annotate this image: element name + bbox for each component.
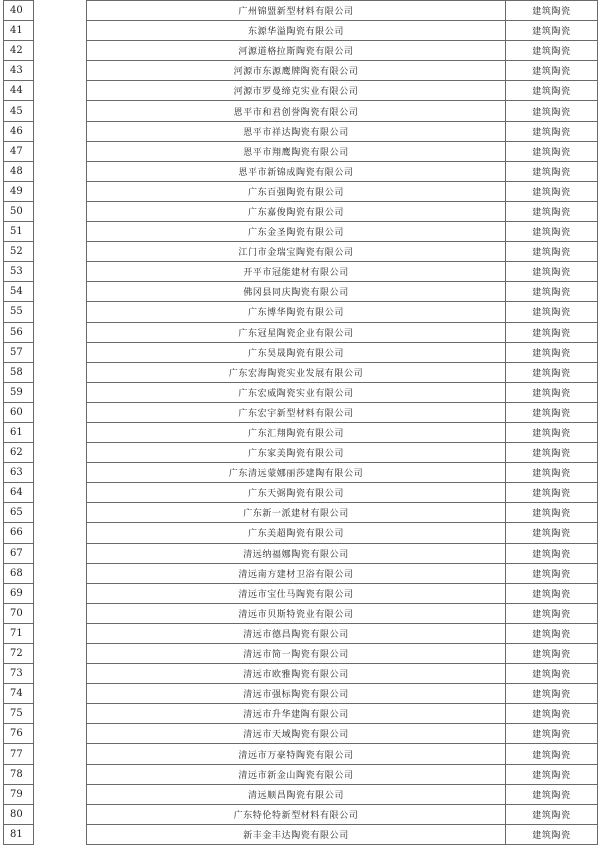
company-name-cell: 新丰金丰达陶瓷有限公司 <box>87 824 506 844</box>
merged-region-cell <box>34 222 87 242</box>
table-row <box>4 764 598 784</box>
merged-region-cell <box>34 764 87 784</box>
table-row <box>4 402 598 422</box>
company-name-cell: 恩平市新锦成陶瓷有限公司 <box>87 161 506 181</box>
company-name-cell: 广东博华陶瓷有限公司 <box>87 302 506 322</box>
company-name-cell: 广东金圣陶瓷有限公司 <box>87 222 506 242</box>
company-name-cell: 广东冠星陶瓷企业有限公司 <box>87 322 506 342</box>
company-name-cell: 清远市升华建陶有限公司 <box>87 704 506 724</box>
table-row <box>4 523 598 543</box>
merged-region-cell <box>34 583 87 603</box>
table-row <box>4 443 598 463</box>
company-name-cell: 清远市万豪特陶瓷有限公司 <box>87 744 506 764</box>
merged-region-cell <box>34 623 87 643</box>
row-number: 76 <box>4 724 34 744</box>
company-name-cell: 广东美超陶瓷有限公司 <box>87 523 506 543</box>
row-number: 42 <box>4 41 34 61</box>
row-number: 71 <box>4 623 34 643</box>
category-cell: 建筑陶瓷 <box>506 181 598 201</box>
merged-region-cell <box>34 503 87 523</box>
row-number: 73 <box>4 664 34 684</box>
merged-region-cell <box>34 804 87 824</box>
category-cell: 建筑陶瓷 <box>506 262 598 282</box>
category-cell: 建筑陶瓷 <box>506 704 598 724</box>
category-cell: 建筑陶瓷 <box>506 242 598 262</box>
category-cell: 建筑陶瓷 <box>506 21 598 41</box>
row-number: 43 <box>4 61 34 81</box>
category-cell: 建筑陶瓷 <box>506 422 598 442</box>
category-cell: 建筑陶瓷 <box>506 201 598 221</box>
merged-region-cell <box>34 262 87 282</box>
merged-region-cell <box>34 664 87 684</box>
table-row <box>4 684 598 704</box>
row-number: 48 <box>4 161 34 181</box>
merged-region-cell <box>34 684 87 704</box>
company-name-cell: 清远市强标陶瓷有限公司 <box>87 684 506 704</box>
company-name-cell: 清远南方建材卫浴有限公司 <box>87 563 506 583</box>
table-row <box>4 161 598 181</box>
company-name-cell: 广东特伦特新型材料有限公司 <box>87 804 506 824</box>
row-number: 74 <box>4 684 34 704</box>
row-number: 75 <box>4 704 34 724</box>
table-row <box>4 724 598 744</box>
company-name-cell: 清远市简一陶瓷有限公司 <box>87 644 506 664</box>
merged-region-cell <box>34 121 87 141</box>
category-cell: 建筑陶瓷 <box>506 342 598 362</box>
category-cell: 建筑陶瓷 <box>506 824 598 844</box>
row-number: 40 <box>4 1 34 21</box>
table-row <box>4 483 598 503</box>
table-row <box>4 603 598 623</box>
merged-region-cell <box>34 181 87 201</box>
row-number: 72 <box>4 644 34 664</box>
category-cell: 建筑陶瓷 <box>506 804 598 824</box>
merged-region-cell <box>34 342 87 362</box>
row-number: 46 <box>4 121 34 141</box>
row-number: 61 <box>4 422 34 442</box>
table-row <box>4 61 598 81</box>
table-row <box>4 1 598 21</box>
merged-region-cell <box>34 322 87 342</box>
table-row <box>4 422 598 442</box>
row-number: 57 <box>4 342 34 362</box>
category-cell: 建筑陶瓷 <box>506 61 598 81</box>
company-name-cell: 广东宏宇新型材料有限公司 <box>87 402 506 422</box>
merged-region-cell <box>34 523 87 543</box>
table-row <box>4 101 598 121</box>
category-cell: 建筑陶瓷 <box>506 483 598 503</box>
category-cell: 建筑陶瓷 <box>506 141 598 161</box>
table-row <box>4 41 598 61</box>
merged-region-cell <box>34 543 87 563</box>
table-row <box>4 121 598 141</box>
table-row <box>4 201 598 221</box>
table-row <box>4 282 598 302</box>
category-cell: 建筑陶瓷 <box>506 1 598 21</box>
company-name-cell: 广东百强陶瓷有限公司 <box>87 181 506 201</box>
category-cell: 建筑陶瓷 <box>506 362 598 382</box>
category-cell: 建筑陶瓷 <box>506 644 598 664</box>
company-name-cell: 河源市罗曼缔克实业有限公司 <box>87 81 506 101</box>
merged-region-cell <box>34 201 87 221</box>
company-name-cell: 清远市贝斯特瓷业有限公司 <box>87 603 506 623</box>
table-row <box>4 463 598 483</box>
row-number: 41 <box>4 21 34 41</box>
table-row <box>4 362 598 382</box>
row-number: 70 <box>4 603 34 623</box>
merged-region-cell <box>34 242 87 262</box>
table-row <box>4 302 598 322</box>
row-number: 63 <box>4 463 34 483</box>
merged-region-cell <box>34 483 87 503</box>
category-cell: 建筑陶瓷 <box>506 81 598 101</box>
company-name-cell: 清远市欧雅陶瓷有限公司 <box>87 664 506 684</box>
row-number: 56 <box>4 322 34 342</box>
category-cell: 建筑陶瓷 <box>506 684 598 704</box>
merged-region-cell <box>34 463 87 483</box>
category-cell: 建筑陶瓷 <box>506 41 598 61</box>
row-number: 81 <box>4 824 34 844</box>
row-number: 66 <box>4 523 34 543</box>
row-number: 53 <box>4 262 34 282</box>
merged-region-cell <box>34 282 87 302</box>
category-cell: 建筑陶瓷 <box>506 222 598 242</box>
row-number: 65 <box>4 503 34 523</box>
category-cell: 建筑陶瓷 <box>506 302 598 322</box>
table-row <box>4 623 598 643</box>
category-cell: 建筑陶瓷 <box>506 784 598 804</box>
merged-region-cell <box>34 724 87 744</box>
table-row <box>4 543 598 563</box>
category-cell: 建筑陶瓷 <box>506 583 598 603</box>
row-number: 68 <box>4 563 34 583</box>
merged-region-cell <box>34 563 87 583</box>
table-row <box>4 744 598 764</box>
category-cell: 建筑陶瓷 <box>506 764 598 784</box>
row-number: 49 <box>4 181 34 201</box>
company-name-cell: 清远纳福娜陶瓷有限公司 <box>87 543 506 563</box>
category-cell: 建筑陶瓷 <box>506 744 598 764</box>
table-row <box>4 222 598 242</box>
row-number: 59 <box>4 382 34 402</box>
category-cell: 建筑陶瓷 <box>506 282 598 302</box>
row-number: 77 <box>4 744 34 764</box>
merged-region-cell <box>34 402 87 422</box>
merged-region-cell <box>34 101 87 121</box>
company-name-cell: 恩平市祥达陶瓷有限公司 <box>87 121 506 141</box>
merged-region-cell <box>34 422 87 442</box>
company-name-cell: 广东嘉俊陶瓷有限公司 <box>87 201 506 221</box>
company-name-cell: 广州锦盟新型材料有限公司 <box>87 1 506 21</box>
row-number: 62 <box>4 443 34 463</box>
company-name-cell: 广东天弼陶瓷有限公司 <box>87 483 506 503</box>
table-row <box>4 21 598 41</box>
row-number: 58 <box>4 362 34 382</box>
category-cell: 建筑陶瓷 <box>506 101 598 121</box>
merged-region-cell <box>34 443 87 463</box>
table-row <box>4 664 598 684</box>
company-name-cell: 广东宏威陶瓷实业有限公司 <box>87 382 506 402</box>
merged-region-cell <box>34 603 87 623</box>
company-name-cell: 佛冈县同庆陶瓷有限公司 <box>87 282 506 302</box>
company-name-cell: 江门市金瑞宝陶瓷有限公司 <box>87 242 506 262</box>
table-row <box>4 262 598 282</box>
merged-region-cell <box>34 362 87 382</box>
category-cell: 建筑陶瓷 <box>506 322 598 342</box>
merged-region-cell <box>34 21 87 41</box>
merged-region-cell <box>34 81 87 101</box>
table-row <box>4 242 598 262</box>
company-name-cell: 广东清远蒙娜丽莎建陶有限公司 <box>87 463 506 483</box>
table-row <box>4 181 598 201</box>
row-number: 60 <box>4 402 34 422</box>
company-name-cell: 清远市宝仕马陶瓷有限公司 <box>87 583 506 603</box>
category-cell: 建筑陶瓷 <box>506 543 598 563</box>
table-row <box>4 704 598 724</box>
category-cell: 建筑陶瓷 <box>506 382 598 402</box>
row-number: 55 <box>4 302 34 322</box>
merged-region-cell <box>34 61 87 81</box>
table-row <box>4 141 598 161</box>
merged-region-cell <box>34 41 87 61</box>
merged-region-cell <box>34 824 87 844</box>
table-row <box>4 81 598 101</box>
row-number: 44 <box>4 81 34 101</box>
category-cell: 建筑陶瓷 <box>506 603 598 623</box>
company-name-cell: 清远顺昌陶瓷有限公司 <box>87 784 506 804</box>
company-name-cell: 广东汇翔陶瓷有限公司 <box>87 422 506 442</box>
category-cell: 建筑陶瓷 <box>506 443 598 463</box>
company-name-cell: 广东宏海陶瓷实业发展有限公司 <box>87 362 506 382</box>
category-cell: 建筑陶瓷 <box>506 724 598 744</box>
merged-region-cell <box>34 744 87 764</box>
category-cell: 建筑陶瓷 <box>506 523 598 543</box>
table-row <box>4 824 598 844</box>
merged-region-cell <box>34 302 87 322</box>
row-number: 79 <box>4 784 34 804</box>
table-row <box>4 322 598 342</box>
company-name-cell: 清远市天域陶瓷有限公司 <box>87 724 506 744</box>
table-row <box>4 563 598 583</box>
enterprise-list-table <box>3 0 598 845</box>
company-name-cell: 河源道格拉斯陶瓷有限公司 <box>87 41 506 61</box>
company-name-cell: 广东昊晟陶瓷有限公司 <box>87 342 506 362</box>
merged-region-cell <box>34 141 87 161</box>
row-number: 50 <box>4 201 34 221</box>
category-cell: 建筑陶瓷 <box>506 402 598 422</box>
merged-region-cell <box>34 161 87 181</box>
company-name-cell: 恩平市和君创誉陶瓷有限公司 <box>87 101 506 121</box>
category-cell: 建筑陶瓷 <box>506 664 598 684</box>
category-cell: 建筑陶瓷 <box>506 503 598 523</box>
company-name-cell: 开平市冠能建材有限公司 <box>87 262 506 282</box>
company-name-cell: 恩平市翔鹰陶瓷有限公司 <box>87 141 506 161</box>
table-row <box>4 644 598 664</box>
row-number: 52 <box>4 242 34 262</box>
table-row <box>4 804 598 824</box>
company-name-cell: 清远市新金山陶瓷有限公司 <box>87 764 506 784</box>
category-cell: 建筑陶瓷 <box>506 121 598 141</box>
merged-region-cell <box>34 1 87 21</box>
row-number: 64 <box>4 483 34 503</box>
table-row <box>4 784 598 804</box>
merged-region-cell <box>34 644 87 664</box>
company-name-cell: 广东新一派建材有限公司 <box>87 503 506 523</box>
row-number: 54 <box>4 282 34 302</box>
company-name-cell: 广东家美陶瓷有限公司 <box>87 443 506 463</box>
merged-region-cell <box>34 382 87 402</box>
company-name-cell: 河源市东源鹰牌陶瓷有限公司 <box>87 61 506 81</box>
company-name-cell: 清远市德昌陶瓷有限公司 <box>87 623 506 643</box>
merged-region-cell <box>34 704 87 724</box>
row-number: 78 <box>4 764 34 784</box>
company-name-cell: 东源华溢陶瓷有限公司 <box>87 21 506 41</box>
table-row <box>4 583 598 603</box>
row-number: 45 <box>4 101 34 121</box>
row-number: 67 <box>4 543 34 563</box>
table-row <box>4 503 598 523</box>
table-body <box>4 1 598 845</box>
row-number: 51 <box>4 222 34 242</box>
merged-region-cell <box>34 784 87 804</box>
table-row <box>4 342 598 362</box>
category-cell: 建筑陶瓷 <box>506 563 598 583</box>
category-cell: 建筑陶瓷 <box>506 463 598 483</box>
table-row <box>4 382 598 402</box>
row-number: 47 <box>4 141 34 161</box>
category-cell: 建筑陶瓷 <box>506 623 598 643</box>
row-number: 80 <box>4 804 34 824</box>
category-cell: 建筑陶瓷 <box>506 161 598 181</box>
row-number: 69 <box>4 583 34 603</box>
